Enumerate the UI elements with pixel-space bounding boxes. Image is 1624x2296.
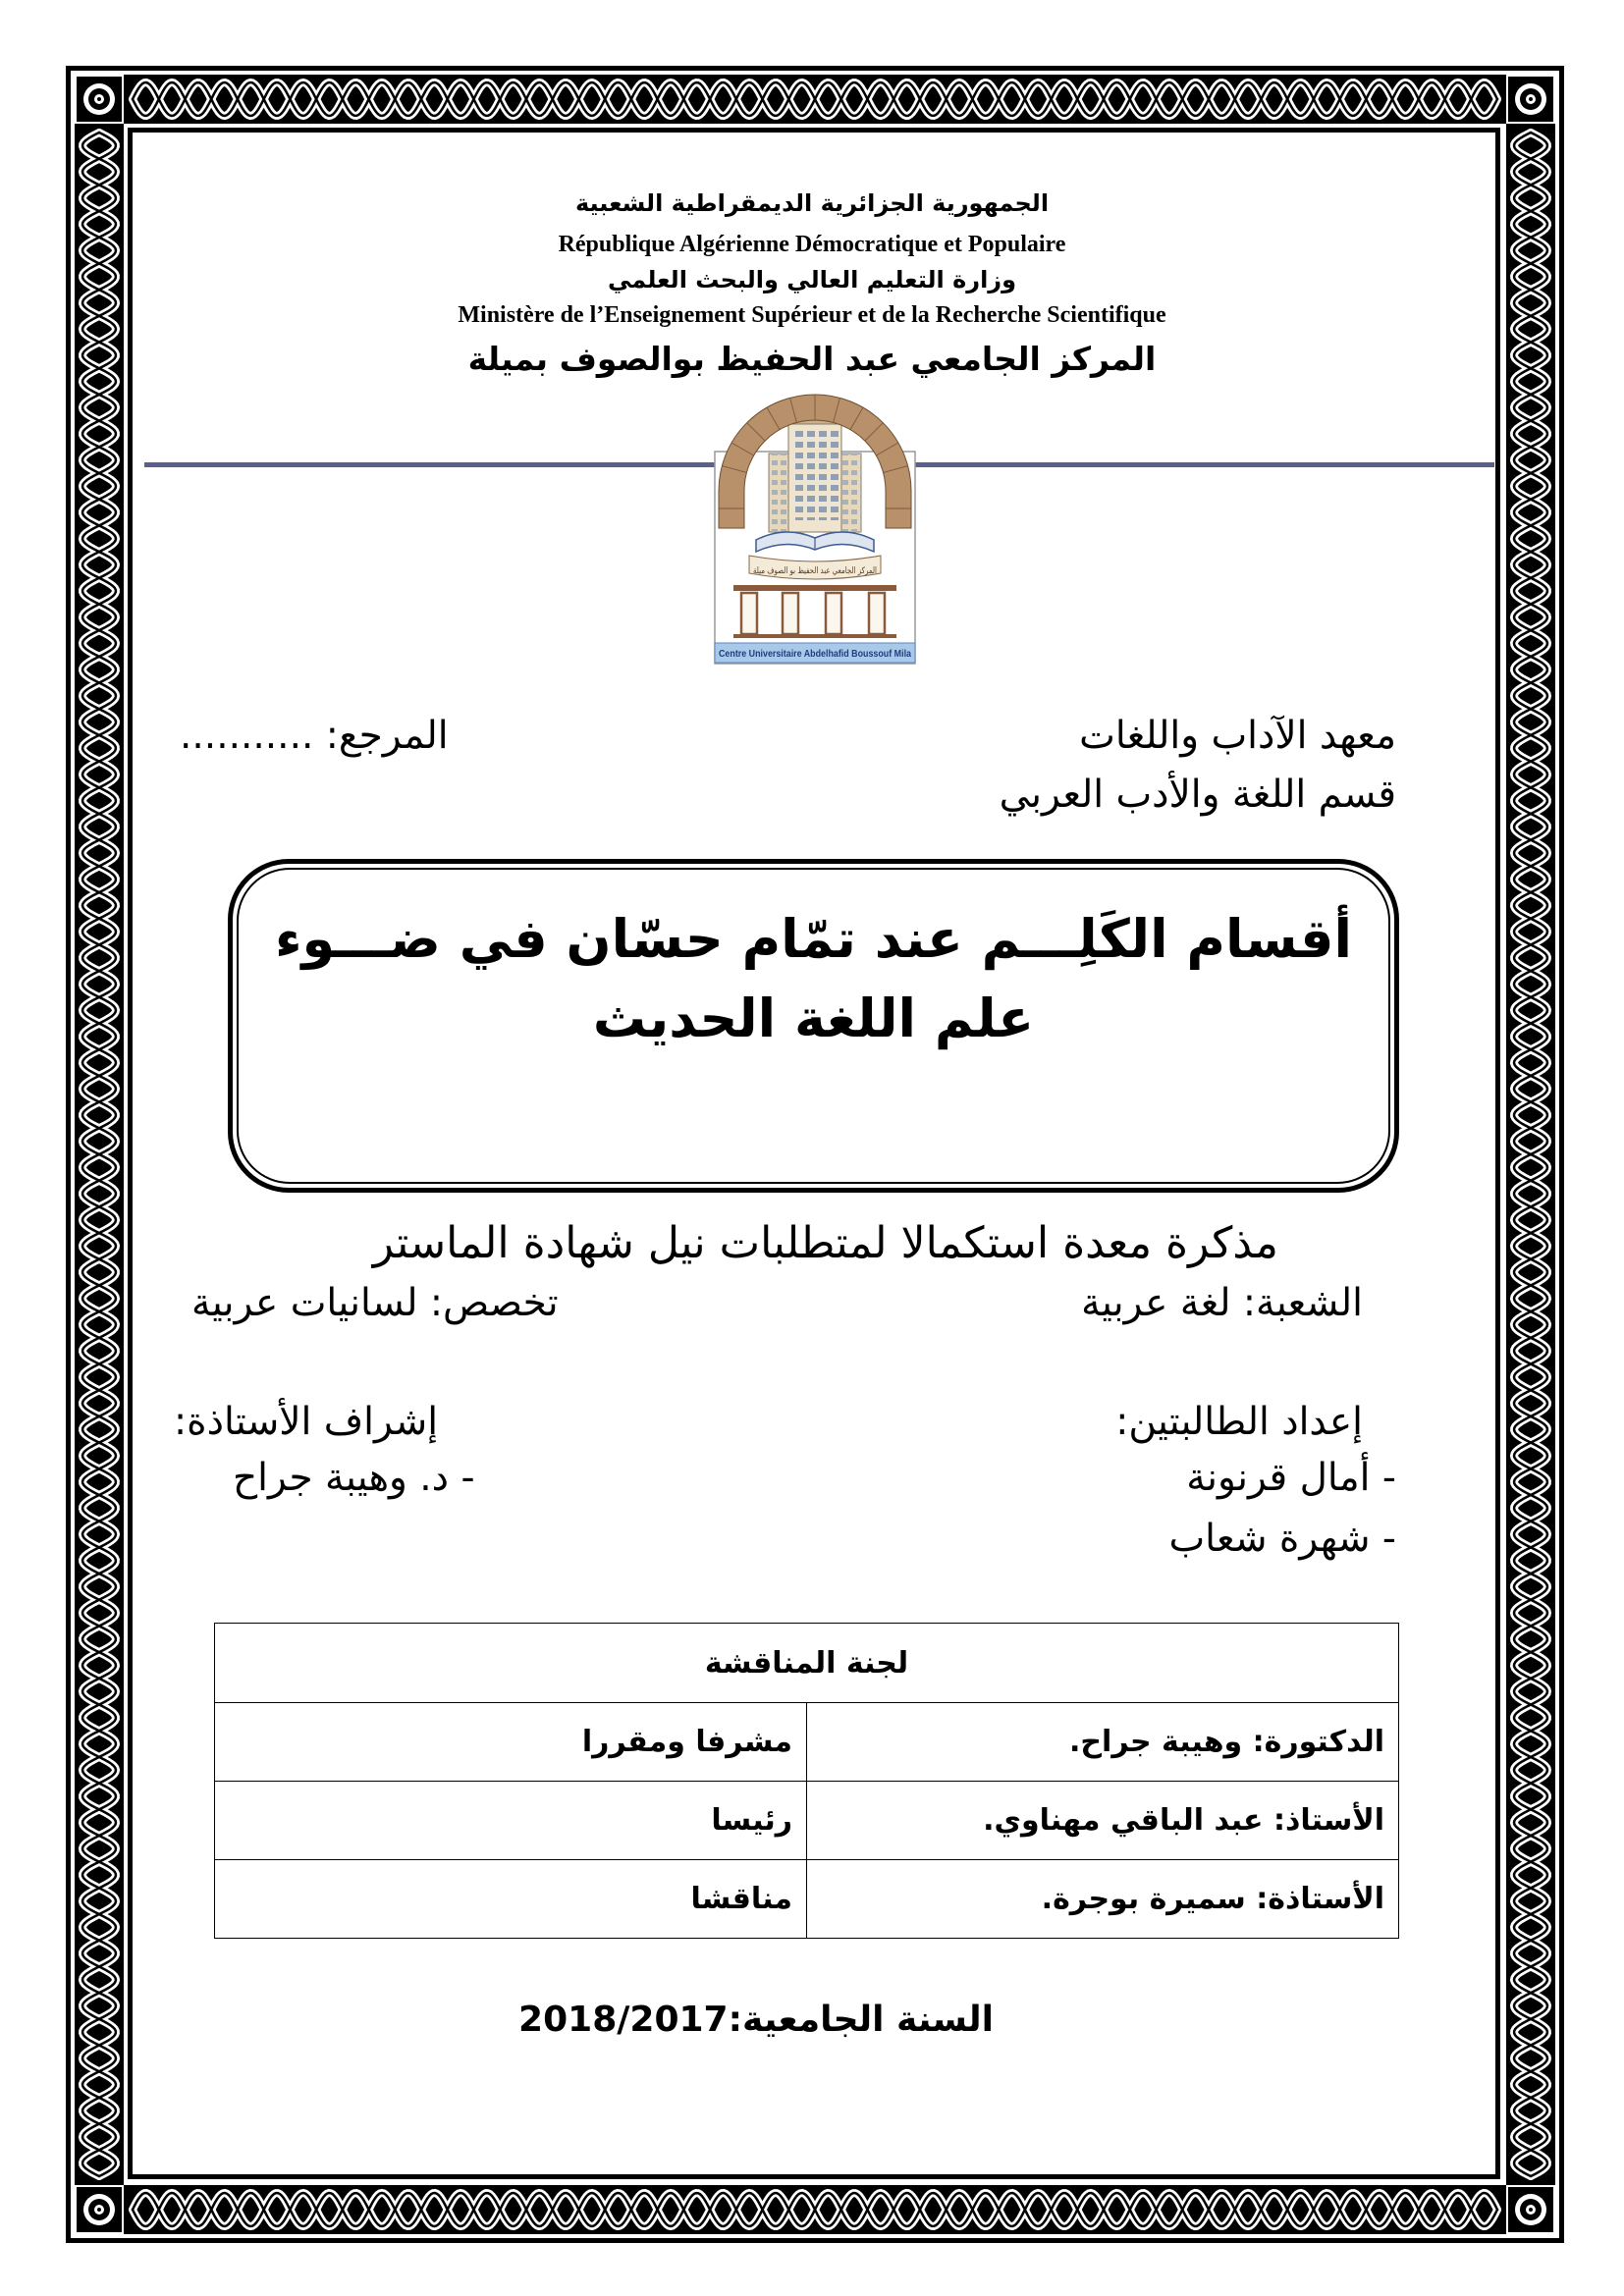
committee-member: الأستاذ: عبد الباقي مهناوي. bbox=[807, 1782, 1399, 1860]
header-divider-left bbox=[144, 462, 722, 467]
students-heading: إعداد الطالبتين: bbox=[1115, 1400, 1363, 1444]
logo-ribbon-text: المركز الجامعي عبد الحفيظ بو الصوف ميلة bbox=[753, 566, 877, 576]
degree-statement: مذكرة معدة استكمالا لمتطلبات نيل شهادة الماستر bbox=[372, 1218, 1278, 1268]
logo-building bbox=[769, 416, 861, 532]
academic-year: السنة الجامعية:2018/2017 bbox=[518, 2000, 994, 2040]
corner-ornament-icon bbox=[76, 76, 123, 123]
student-name: - أمال قرنونة bbox=[1186, 1456, 1396, 1500]
ministry-name-arabic: وزارة التعليم العالي والبحث العلمي bbox=[607, 266, 1017, 294]
corner-ornament-icon bbox=[1507, 2186, 1554, 2233]
corner-ornament-icon bbox=[1507, 76, 1554, 123]
student-name: - شهرة شعاب bbox=[1168, 1517, 1396, 1561]
institute-name: معهد الآداب واللغات bbox=[1079, 714, 1396, 758]
committee-heading: لجنة المناقشة bbox=[215, 1624, 1399, 1703]
committee-table bbox=[214, 1623, 1399, 1939]
republic-name-french: République Algérienne Démocratique et Populaire bbox=[558, 232, 1066, 257]
committee-role: مشرفا ومقررا bbox=[215, 1703, 807, 1782]
specialty: تخصص: لسانيات عربية bbox=[191, 1281, 559, 1325]
reference-number: المرجع: ........... bbox=[180, 714, 449, 758]
table-row bbox=[215, 1703, 1399, 1782]
republic-name-arabic: الجمهورية الجزائرية الديمقراطية الشعبية bbox=[574, 189, 1050, 217]
university-name: المركز الجامعي عبد الحفيظ بوالصوف بميلة bbox=[467, 340, 1157, 378]
header-divider-right bbox=[908, 462, 1494, 467]
table-row bbox=[215, 1860, 1399, 1939]
committee-member: الأستاذة: سميرة بوجرة. bbox=[807, 1860, 1399, 1939]
thesis-title-line-2: علم اللغة الحديث bbox=[592, 988, 1035, 1049]
committee-member: الدكتورة: وهيبة جراح. bbox=[807, 1703, 1399, 1782]
corner-ornament-icon bbox=[76, 2186, 123, 2233]
ministry-name-french: Ministère de l’Enseignement Supérieur et de la Recherche Scientifique bbox=[458, 302, 1166, 328]
committee-role: مناقشا bbox=[215, 1860, 807, 1939]
logo-label bbox=[715, 643, 915, 663]
supervisor-heading: إشراف الأستاذة: bbox=[174, 1400, 439, 1444]
committee-role: رئيسا bbox=[215, 1782, 807, 1860]
university-logo bbox=[712, 393, 918, 667]
committee-heading-row bbox=[215, 1624, 1399, 1703]
supervisor-name: - د. وهيبة جراح bbox=[233, 1456, 475, 1500]
thesis-title-line-1: أقسام الكَلِـــم عند تمّام حسّان في ضـــوء bbox=[274, 908, 1353, 970]
branch: الشعبة: لغة عربية bbox=[1081, 1281, 1363, 1325]
logo-label-text: Centre Universitaire Abdelhafid Boussouf Mila bbox=[719, 649, 912, 660]
department-name: قسم اللغة والأدب العربي bbox=[999, 773, 1396, 817]
table-row bbox=[215, 1782, 1399, 1860]
